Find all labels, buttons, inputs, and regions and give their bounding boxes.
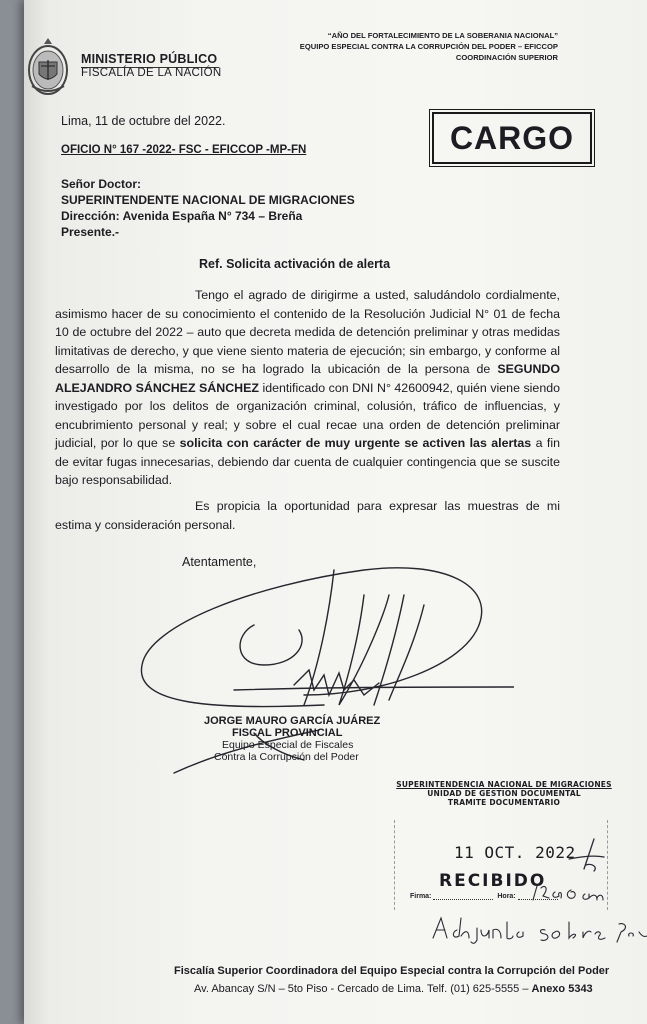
reception-stamp (394, 780, 614, 807)
ministerio-publico-seal-icon (26, 36, 70, 98)
signatory-name: JORGE MAURO GARCÍA JUÁREZ (204, 715, 381, 727)
org-name: MINISTERIO PÚBLICO (81, 52, 218, 66)
stamp-date: 11 OCT. 2022 (454, 843, 576, 862)
firma-label: Firma: (410, 893, 432, 900)
stamp-area: TRAMITE DOCUMENTARIO (447, 798, 561, 807)
salutation: Señor Doctor: (61, 177, 142, 191)
handwritten-initial (564, 835, 609, 875)
letter-date: Lima, 11 de octubre del 2022. (61, 114, 226, 128)
document-page (24, 0, 647, 1024)
handwritten-time (529, 880, 609, 910)
stamp-status: RECIBIDO (439, 871, 547, 891)
footer-address (194, 983, 593, 995)
reference: Ref. Solicita activación de alerta (199, 257, 391, 271)
signatory-unit-2: Contra la Corrupción del Poder (214, 751, 359, 763)
footer-extension: Anexo 5343 (531, 983, 593, 995)
team-name: EQUIPO ESPECIAL CONTRA LA CORRUPCIÓN DEL PODER – EFICCOP (299, 42, 558, 51)
body2-text: Es propicia la oportunidad para expresar las muestras de mi estima y consideración personal. (55, 499, 560, 532)
stamp-agency: SUPERINTENDENCIA NACIONAL DE MIGRACIONES (396, 780, 612, 789)
investigated-person: SEGUNDO ALEJANDRO SÁNCHEZ SÁNCHEZ (55, 362, 560, 395)
presente: Presente.- (61, 225, 120, 239)
body-paragraph-2 (55, 497, 560, 534)
recipient-address: Dirección: Avenida España N° 734 – Breña (61, 209, 303, 223)
footer-address-text: Av. Abancay S/N – 5to Piso - Cercado de Lima. Telf. (01) 625-5555 – (194, 983, 532, 995)
body1-text-a: Tengo el agrado de dirigirme a usted, saludándolo cordialmente, asimismo hacer de su conocimiento el contenido de la Resolución Judicial N° 01 de fecha 10 de octubre del 2022 – auto que decreta medida de detención preliminar y otras medidas limitativas de derecho, y que viene siento materia de ejecución; sin embargo, y conforme al desarrollo de la misma, no se ha logrado la ubicación de la persona de (55, 288, 560, 376)
signatory-role: FISCAL PROVINCIAL (232, 727, 343, 739)
signatory-block (204, 715, 380, 763)
year-motto: “AÑO DEL FORTALECIMIENTO DE LA SOBERANIA NACIONAL” (327, 31, 558, 40)
cargo-stamp: CARGO (432, 112, 592, 164)
oficio-number: OFICIO N° 167 -2022- FSC - EFICCOP -MP-FN (61, 144, 307, 156)
body-paragraph-1 (55, 286, 560, 490)
handwritten-note (429, 910, 647, 950)
signatory-unit-1: Equipo Especial de Fiscales (222, 739, 354, 751)
recipient-title: SUPERINTENDENTE NACIONAL DE MIGRACIONES (61, 193, 355, 207)
closing: Atentamente, (182, 555, 257, 569)
org-subtitle: FISCALÍA DE LA NACIÓN (81, 67, 222, 79)
urgent-request: solicita con carácter de muy urgente se activen las alertas (179, 436, 532, 450)
body1-text-c: a fin de evitar fugas innecesarias, debiendo dar cuenta de cualquier contingencia que se suscite bajo responsabilidad. (55, 436, 560, 487)
footer-office: Fiscalía Superior Coordinadora del Equipo Especial contra la Corrupción del Poder (174, 965, 610, 977)
body1-text-b: identificado con DNI N° 42600942, quién viene siendo investigado por los delitos de organización criminal, colusión, tráfico de influencias, y encubrimiento personal y real; y sobre el cual recae una orden de detención preliminar judicial, por lo que se (55, 380, 560, 450)
stamp-unit: UNIDAD DE GESTION DOCUMENTAL (427, 789, 581, 798)
hora-label: Hora: (497, 893, 516, 900)
coordination: COORDINACIÓN SUPERIOR (455, 53, 558, 62)
